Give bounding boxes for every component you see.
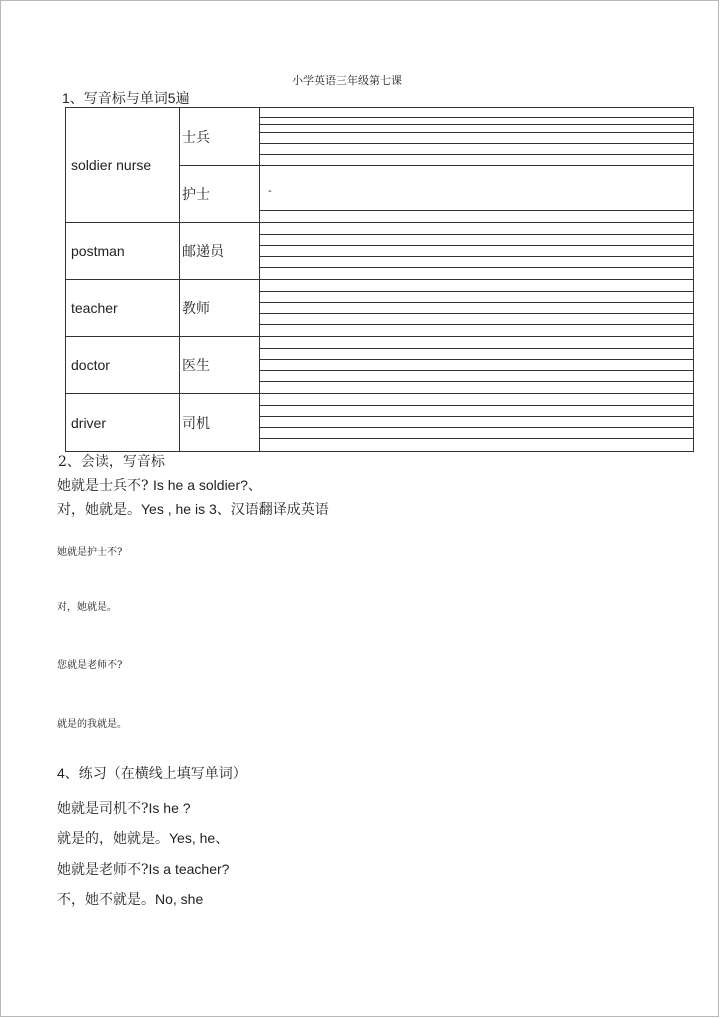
line-english: Is he ?: [148, 800, 191, 816]
line-english: Is a teacher?: [148, 861, 230, 877]
chinese-word-cell: 教师: [180, 280, 260, 337]
section1-unit: 遍: [175, 91, 190, 107]
vocabulary-table: [65, 107, 694, 452]
exercise-line: [57, 798, 191, 818]
chinese-word-cell: 护士: [180, 166, 260, 223]
writing-lines[interactable]: [260, 108, 694, 166]
line-chinese: 不，她不就是。: [57, 892, 155, 908]
section4-number: 4: [57, 765, 65, 781]
translation-item: 对，她就是。: [57, 602, 117, 613]
english-word-cell: postman: [66, 223, 180, 280]
line-chinese: 她就是司机不?: [57, 801, 149, 817]
exercise-line: [57, 889, 203, 909]
translation-item: 您就是老师不?: [57, 660, 123, 671]
translation-item: 她就是护士不?: [57, 547, 123, 558]
translation-item: 就是的我就是。: [57, 719, 127, 730]
writing-lines[interactable]: [260, 337, 694, 394]
english-word-cell: driver: [66, 394, 180, 452]
nurse-mark: -: [268, 184, 272, 197]
english-word-cell: doctor: [66, 337, 180, 394]
table-row: [66, 280, 694, 337]
line-chinese: 她就是老师不?: [57, 862, 149, 878]
dialogue-line: [57, 499, 329, 519]
line-chinese: 对，她就是。: [57, 502, 141, 518]
chinese-word-cell: 邮递员: [180, 223, 260, 280]
table-row: [66, 223, 694, 280]
page-title: 小学英语三年级第七课: [292, 74, 402, 87]
chinese-word-cell: 司机: [180, 394, 260, 452]
table-row: [66, 337, 694, 394]
section3-heading: 、汉语翻译成英语: [216, 502, 329, 518]
table-row: [66, 394, 694, 452]
section1-number: 1: [62, 90, 70, 106]
line-chinese: 她就是士兵不?: [57, 478, 149, 494]
writing-lines[interactable]: [260, 166, 694, 223]
line-chinese: 就是的，她就是。: [57, 831, 169, 847]
line-english: No, she: [155, 891, 204, 907]
line-english: Yes , he is 3: [141, 501, 217, 517]
section1-count: 5: [167, 90, 176, 106]
exercise-line: [57, 859, 229, 879]
writing-lines[interactable]: [260, 394, 694, 452]
chinese-word-cell: 医生: [180, 337, 260, 394]
table-row: [66, 108, 694, 166]
section2-heading: 2、会读，写音标: [58, 454, 165, 470]
line-english: Yes, he、: [169, 830, 230, 846]
writing-lines[interactable]: [260, 280, 694, 337]
exercise-line: [57, 828, 229, 848]
section4-heading: [57, 763, 247, 783]
section1-text: 、写音标与单词: [69, 91, 168, 107]
chinese-word-cell: 士兵: [180, 108, 260, 166]
english-word-cell: teacher: [66, 280, 180, 337]
section1-heading: [62, 88, 190, 108]
dialogue-line: [57, 475, 262, 495]
section4-text: 、练习（在横线上填写单词）: [64, 766, 247, 782]
writing-lines[interactable]: [260, 223, 694, 280]
line-english: Is he a soldier?、: [152, 477, 262, 493]
english-word-cell: soldier nurse: [66, 108, 180, 223]
